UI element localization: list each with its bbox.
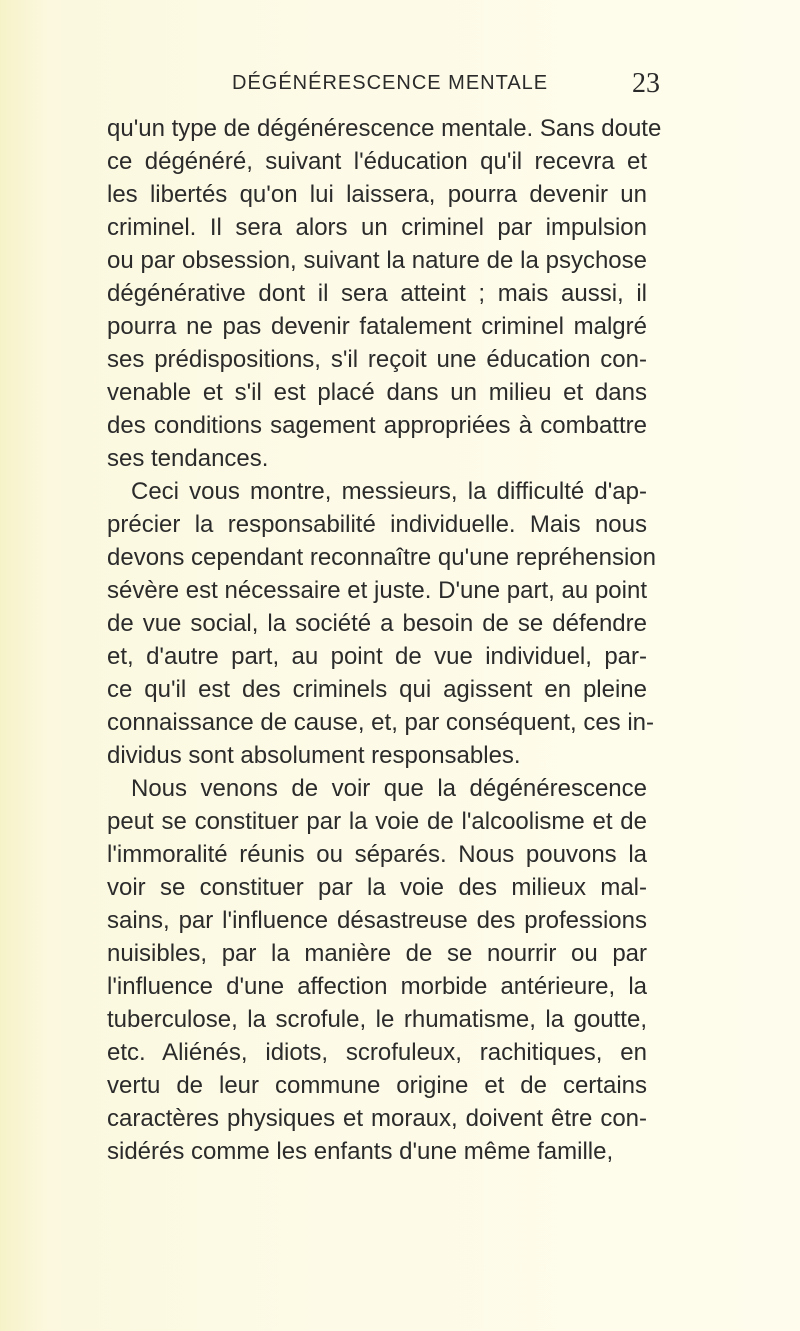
text-line: devons cependant reconnaître qu'une repréhension <box>107 544 656 571</box>
running-title: DÉGÉNÉRESCENCE MENTALE <box>232 72 549 94</box>
text-line: venable et s'il est placé dans un milieu et dans <box>107 379 647 406</box>
text-line: peut se constituer par la voie de l'alcoolisme et de <box>107 808 647 835</box>
text-line: les libertés qu'on lui laissera, pourra devenir un <box>107 181 647 208</box>
text-line: sidérés comme les enfants d'une même famille, <box>107 1138 614 1165</box>
text-line: ses prédispositions, s'il reçoit une éducation con- <box>107 346 647 373</box>
page-number: 23 <box>632 68 660 99</box>
page-header <box>0 68 800 102</box>
text-line: tuberculose, la scrofule, le rhumatisme, la goutte, <box>107 1006 647 1033</box>
body-text <box>107 112 662 1168</box>
text-line: des conditions sagement appropriées à combattre <box>107 412 647 439</box>
text-line: Ceci vous montre, messieurs, la difficulté d'ap- <box>131 478 647 505</box>
text-line: qu'un type de dégénérescence mentale. Sans doute <box>107 115 662 142</box>
text-line: ou par obsession, suivant la nature de la psychose <box>107 247 647 274</box>
text-line: nuisibles, par la manière de se nourrir ou par <box>107 940 647 967</box>
text-line: caractères physiques et moraux, doivent être con- <box>107 1105 647 1132</box>
text-line: ses tendances. <box>107 445 269 472</box>
text-line: Nous venons de voir que la dégénérescence <box>131 775 647 802</box>
text-line: dividus sont absolument responsables. <box>107 742 521 769</box>
text-line: sains, par l'influence désastreuse des professions <box>107 907 647 934</box>
text-line: dégénérative dont il sera atteint ; mais aussi, il <box>107 280 647 307</box>
text-line: l'immoralité réunis ou séparés. Nous pouvons la <box>107 841 647 868</box>
text-line: voir se constituer par la voie des milieux mal- <box>107 874 647 901</box>
text-line: ce dégénéré, suivant l'éducation qu'il recevra et <box>107 148 647 175</box>
text-line: l'influence d'une affection morbide antérieure, la <box>107 973 647 1000</box>
text-line: connaissance de cause, et, par conséquent, ces in- <box>107 709 655 736</box>
text-line: criminel. Il sera alors un criminel par impulsion <box>107 214 647 241</box>
text-line: sévère est nécessaire et juste. D'une part, au point <box>107 577 647 604</box>
text-line: ce qu'il est des criminels qui agissent en pleine <box>107 676 647 703</box>
text-line: et, d'autre part, au point de vue individuel, par- <box>107 643 647 670</box>
text-line: pourra ne pas devenir fatalement criminel malgré <box>107 313 647 340</box>
text-line: de vue social, la société a besoin de se défendre <box>107 610 647 637</box>
text-line: précier la responsabilité individuelle. Mais nous <box>107 511 647 538</box>
text-line: etc. Aliénés, idiots, scrofuleux, rachitiques, en <box>107 1039 647 1066</box>
text-line: vertu de leur commune origine et de certains <box>107 1072 647 1099</box>
